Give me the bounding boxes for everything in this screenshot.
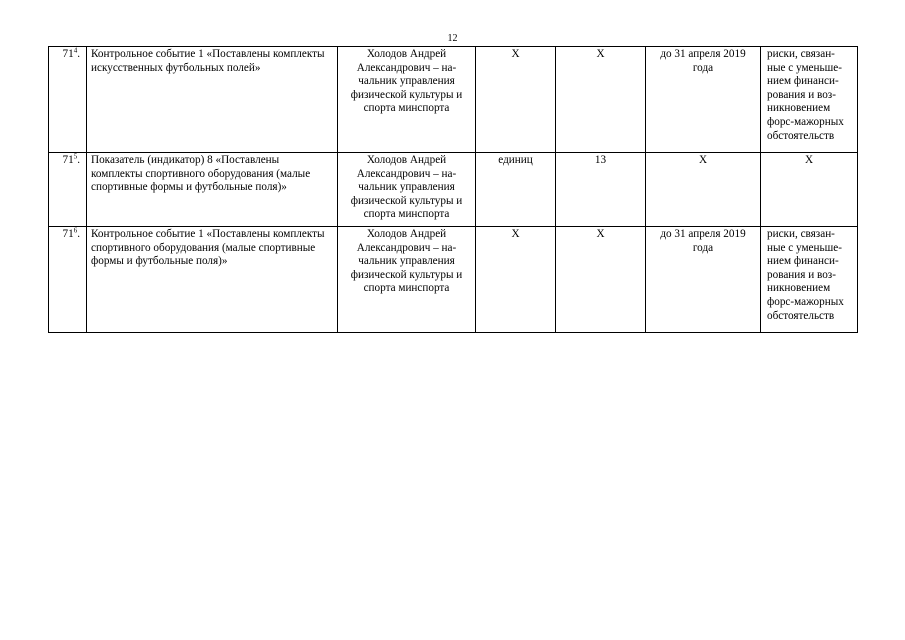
unit-cell: Х xyxy=(476,227,556,333)
responsible-cell: Холодов Андрей Александрович – на-чальник управления физической культуры и спорта минспорта xyxy=(338,153,476,227)
table-row xyxy=(49,227,858,333)
value-cell: Х xyxy=(556,47,646,153)
row-number: 71 xyxy=(62,154,74,166)
unit-cell: единиц xyxy=(476,153,556,227)
risks-cell: риски, связан-ные с уменьше-нием финанси-рования и воз-никновением форс-мажорных обстоятельств xyxy=(761,227,858,333)
row-number-cell: $71^4$. xyxy=(49,47,87,153)
unit-cell: Х xyxy=(476,47,556,153)
page-number: 12 xyxy=(447,33,458,44)
row-number-superscript: 4 xyxy=(73,46,78,55)
risks-cell: Х xyxy=(761,153,858,227)
row-number: 71 xyxy=(62,48,74,60)
responsible-cell: Холодов Андрей Александрович – на-чальник управления физической культуры и спорта минспорта xyxy=(338,227,476,333)
responsible-cell: Холодов Андрей Александрович – на-чальник управления физической культуры и спорта минспорта xyxy=(338,47,476,153)
item-name-cell: Контрольное событие 1 «Поставлены комплекты спортивного оборудования (малые спортивные формы и футбольные поля)» xyxy=(87,227,338,333)
row-number-cell: $71^5$. xyxy=(49,153,87,227)
row-number-superscript: 6 xyxy=(73,226,78,235)
value-cell: 13 xyxy=(556,153,646,227)
row-number-cell: $71^6$. xyxy=(49,227,87,333)
item-name-cell: Контрольное событие 1 «Поставлены комплекты искусственных футбольных полей» xyxy=(87,47,338,153)
deadline-cell: Х xyxy=(646,153,761,227)
deadline-cell: до 31 апреля 2019 года xyxy=(646,47,761,153)
item-name-cell: Показатель (индикатор) 8 «Поставлены комплекты спортивного оборудования (малые спортивные формы и футбольные поля)» xyxy=(87,153,338,227)
risks-cell: риски, связан-ные с уменьше-нием финанси-рования и воз-никновением форс-мажорных обстоятельств xyxy=(761,47,858,153)
deadline-cell: до 31 апреля 2019 года xyxy=(646,227,761,333)
row-number: 71 xyxy=(62,228,74,240)
table-row xyxy=(49,153,858,227)
plan-table xyxy=(48,46,858,333)
value-cell: Х xyxy=(556,227,646,333)
row-number-superscript: 5 xyxy=(73,152,78,161)
table-row xyxy=(49,47,858,153)
